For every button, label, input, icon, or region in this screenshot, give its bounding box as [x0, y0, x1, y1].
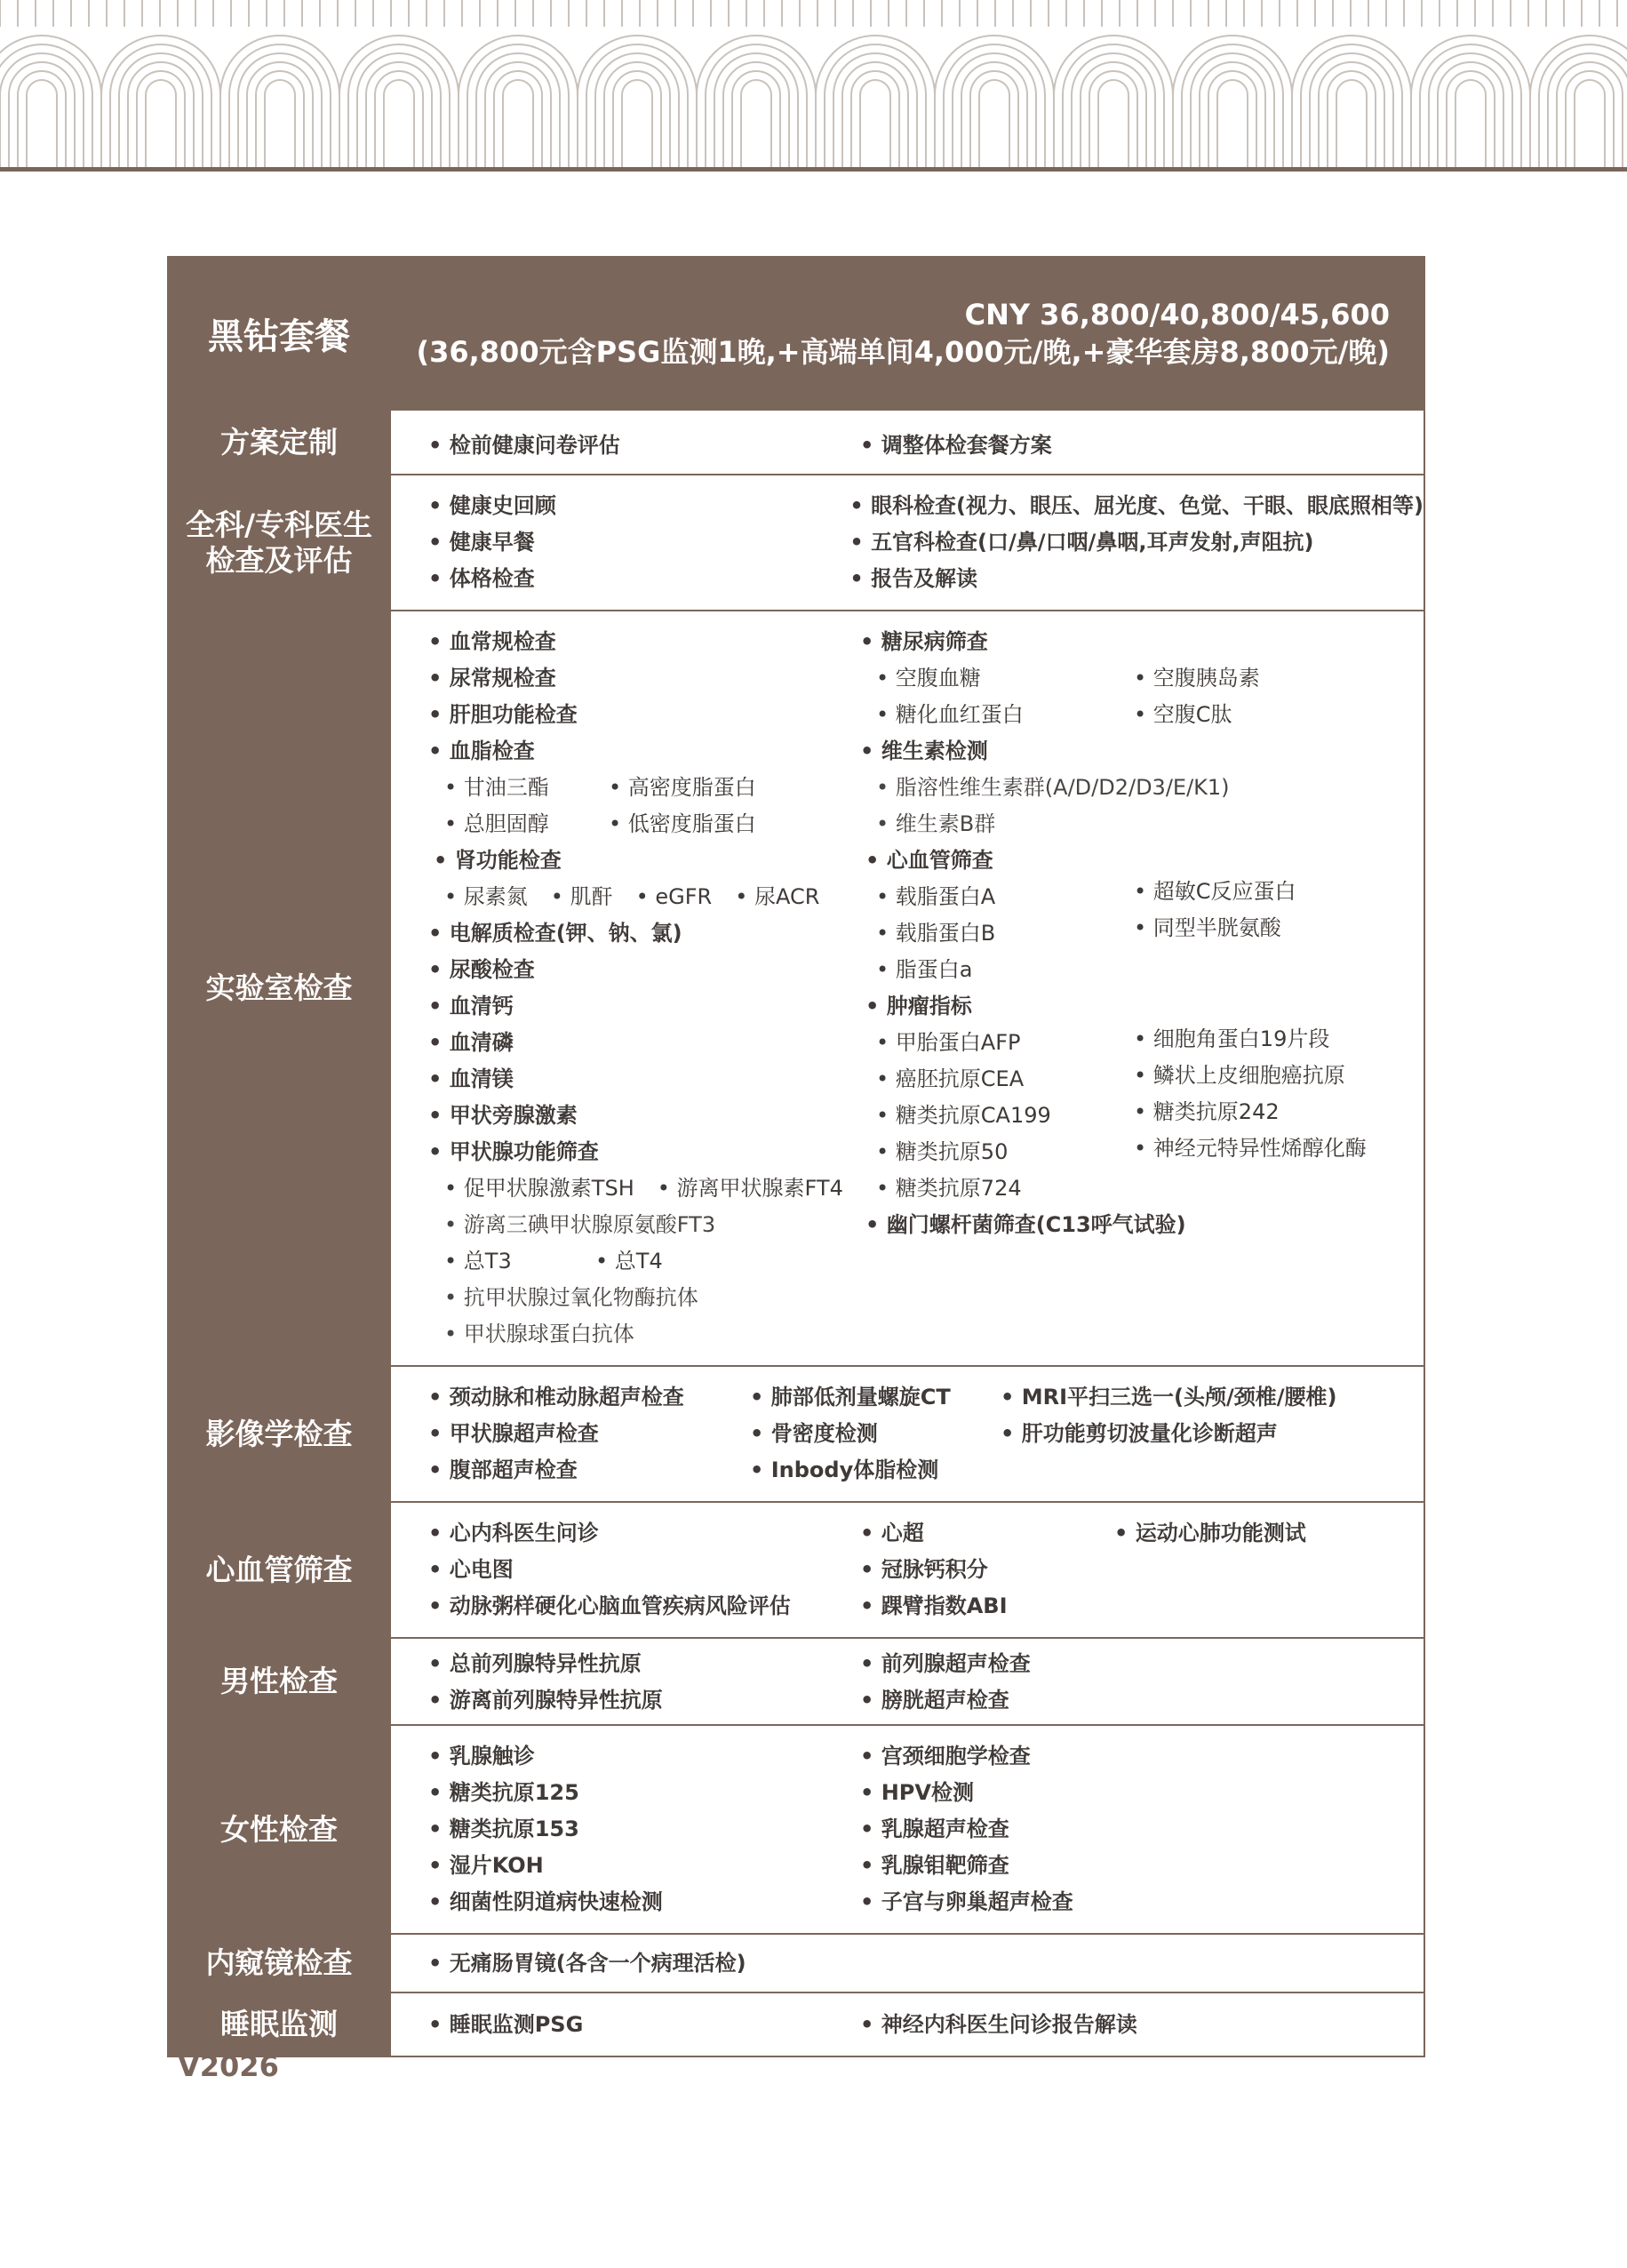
sub-item: • 甘油三酯	[444, 770, 609, 806]
imaging-col1	[428, 1379, 750, 1489]
sub-item: • 甲状腺球蛋白抗体	[428, 1316, 860, 1353]
list-item: • 维生素检测	[860, 733, 1367, 770]
list-item: • Inbody体脂检测	[750, 1452, 1001, 1489]
list-item: • 血清镁	[428, 1061, 860, 1098]
list-item: • 心血管筛查	[860, 843, 1367, 879]
sub-item: • 载脂蛋白A	[876, 879, 1134, 915]
arch-line	[1208, 71, 1256, 169]
list-item: • 糖类抗原125	[428, 1775, 860, 1811]
imaging-col3	[1001, 1379, 1336, 1489]
list-item: • 血脂检查	[428, 733, 860, 770]
list-item: • 糖类抗原153	[428, 1811, 860, 1848]
arch-line	[146, 80, 176, 169]
list-item: • 血清磷	[428, 1025, 860, 1061]
arch-line	[622, 80, 652, 169]
category-general	[168, 475, 390, 611]
arch-line	[723, 62, 789, 169]
arch-line	[1328, 71, 1376, 169]
sub-item: • 脂溶性维生素群(A/D/D2/D3/E/K1)	[860, 770, 1367, 806]
arch-line	[613, 71, 661, 169]
list-item: • 子宫与卵巢超声检查	[860, 1884, 1073, 1921]
arch-line	[1456, 80, 1486, 169]
sub-item: • 总T4	[595, 1243, 663, 1280]
list-item: • 肺部低剂量螺旋CT	[750, 1379, 1001, 1416]
arch-line	[18, 71, 66, 169]
list-item: • 无痛肠胃镜(各含一个病理活检)	[428, 1945, 1424, 1982]
arch-line	[128, 62, 194, 169]
list-item: • 乳腺触诊	[428, 1738, 860, 1775]
sub-item: • 空腹胰岛素	[1134, 660, 1260, 697]
arch-line	[979, 80, 1009, 169]
sub-item: • 肌酐	[551, 879, 613, 915]
arch-line	[375, 71, 423, 169]
header-arch-pattern	[0, 0, 1627, 169]
arch-line	[0, 36, 101, 169]
arch-line	[961, 62, 1027, 169]
list-item: • 心电图	[428, 1552, 860, 1588]
sub-item: • 癌胚抗原CEA	[876, 1061, 1134, 1098]
arch-line	[1336, 80, 1367, 169]
category-cardiovascular: 心血管筛查	[168, 1502, 390, 1638]
list-item: • MRI平扫三选一(头颅/颈椎/腰椎)	[1001, 1379, 1336, 1416]
list-item: • 睡眠监测PSG	[428, 2007, 860, 2043]
sub-item: • 低密度脂蛋白	[609, 806, 756, 843]
sleep-right-list	[860, 2007, 1137, 2043]
category-female: 女性检查	[168, 1725, 390, 1934]
row-plan	[168, 410, 1424, 475]
list-item: • 五官科检查(口/鼻/口咽/鼻咽,耳声发射,声阻抗)	[849, 524, 1424, 561]
category-plan: 方案定制	[168, 410, 390, 475]
list-item: • 体格检查	[428, 561, 849, 597]
arch-line	[1081, 62, 1146, 169]
male-left-list	[428, 1646, 860, 1719]
row-sleep	[168, 1992, 1424, 2056]
category-lab: 实验室检查	[168, 611, 390, 1366]
sub-item: • 高密度脂蛋白	[609, 770, 756, 806]
sub-item: • 总T3	[444, 1243, 595, 1280]
header-divider	[0, 167, 1627, 172]
sub-item: • 糖化血红蛋白	[876, 697, 1134, 733]
list-item: • 甲状腺超声检查	[428, 1416, 750, 1452]
list-item: • 细菌性阴道病快速检测	[428, 1884, 860, 1921]
sub-item: • 空腹血糖	[876, 660, 1134, 697]
lab-right-list	[860, 624, 1367, 1353]
arch-line	[1447, 71, 1495, 169]
list-item: • 宫颈细胞学检查	[860, 1738, 1073, 1775]
row-endoscopy	[168, 1934, 1424, 1992]
arch-line	[1566, 71, 1614, 169]
list-item: • 前列腺超声检查	[860, 1646, 1031, 1682]
general-left-list	[428, 488, 849, 597]
sub-item: • 糖类抗原50	[876, 1134, 1134, 1170]
female-left-list	[428, 1738, 860, 1921]
version-label: V2026	[178, 2049, 279, 2083]
list-item: • 肿瘤指标	[860, 988, 1367, 1025]
list-item: • 乳腺钼靶筛查	[860, 1848, 1073, 1884]
price-main: CNY 36,800/40,800/45,600	[964, 298, 1390, 331]
sub-item: • 神经元特异性烯醇化酶	[1134, 1130, 1367, 1167]
row-cardiovascular	[168, 1502, 1424, 1638]
category-male: 男性检查	[168, 1638, 390, 1725]
arch-line	[842, 62, 908, 169]
category-general-line1: 全科/专科医生	[185, 507, 373, 542]
list-item: • 肝胆功能检查	[428, 697, 860, 733]
sub-item: • eGFR	[636, 879, 713, 915]
arch-line	[1575, 80, 1605, 169]
cardio-col2	[860, 1515, 1114, 1625]
list-item: • 神经内科医生问诊报告解读	[860, 2007, 1137, 2043]
arch-line	[1438, 62, 1503, 169]
list-item: • 健康早餐	[428, 524, 849, 561]
list-item: • 乳腺超声检查	[860, 1811, 1073, 1848]
arch-line	[247, 62, 313, 169]
list-item: • 动脉粥样硬化心脑血管疾病风险评估	[428, 1588, 860, 1625]
sub-item: • 细胞角蛋白19片段	[1134, 1021, 1367, 1058]
sleep-left-list	[428, 2007, 860, 2043]
sub-item: • 游离甲状腺素FT4	[658, 1170, 843, 1207]
sub-item: • 鳞状上皮细胞癌抗原	[1134, 1058, 1367, 1094]
package-title: 黑钻套餐	[168, 257, 390, 410]
list-item: • HPV检测	[860, 1775, 1073, 1811]
price-note: (36,800元含PSG监测1晚,+高端单间4,000元/晚,+豪华套房8,800元/晚)	[416, 335, 1390, 369]
list-item: • 骨密度检测	[750, 1416, 1001, 1452]
arch-line	[494, 71, 542, 169]
package-table	[167, 256, 1425, 2057]
list-item: • 游离前列腺特异性抗原	[428, 1682, 860, 1719]
list-item: • 尿常规检查	[428, 660, 860, 697]
sub-item: • 抗甲状腺过氧化物酶抗体	[428, 1280, 860, 1316]
arch-line	[256, 71, 304, 169]
list-item: • 眼科检查(视力、眼压、屈光度、色觉、干眼、眼底照相等)	[849, 488, 1424, 524]
imaging-col2	[750, 1379, 1001, 1489]
sub-item: • 尿素氮	[444, 879, 528, 915]
cardio-col1	[428, 1515, 860, 1625]
plan-right-list	[860, 427, 1052, 464]
list-item: • 调整体检套餐方案	[860, 427, 1052, 464]
list-item: • 冠脉钙积分	[860, 1552, 1114, 1588]
arch-line	[485, 62, 551, 169]
sub-item: • 维生素B群	[860, 806, 1367, 843]
sub-item: • 促甲状腺激素TSH	[444, 1170, 634, 1207]
arch-line	[860, 80, 890, 169]
arch-line	[732, 71, 780, 169]
arch-line	[384, 80, 414, 169]
list-item: • 血常规检查	[428, 624, 860, 660]
sub-item: • 糖类抗原CA199	[876, 1098, 1134, 1134]
list-item: • 心内科医生问诊	[428, 1515, 860, 1552]
list-item: • 甲状旁腺激素	[428, 1098, 860, 1134]
arch-line	[851, 71, 899, 169]
plan-left-list	[428, 427, 860, 464]
sub-item: • 总胆固醇	[444, 806, 609, 843]
arch-line	[1557, 62, 1623, 169]
list-item: • 膀胱超声检查	[860, 1682, 1031, 1719]
list-item: • 报告及解读	[849, 561, 1424, 597]
sub-item: • 糖类抗原242	[1134, 1094, 1367, 1130]
arch-line	[27, 80, 57, 169]
sub-item: • 空腹C肽	[1134, 697, 1260, 733]
arch-line	[1089, 71, 1137, 169]
sub-item: • 糖类抗原724	[876, 1170, 1134, 1207]
list-item: • 尿酸检查	[428, 952, 860, 988]
list-item: • 湿片KOH	[428, 1848, 860, 1884]
arch-line	[1098, 80, 1129, 169]
arch-line	[741, 80, 771, 169]
arch-line	[604, 62, 670, 169]
list-item: • 颈动脉和椎动脉超声检查	[428, 1379, 750, 1416]
category-general-line2: 检查及评估	[205, 542, 353, 578]
arch-line	[503, 80, 533, 169]
category-imaging: 影像学检查	[168, 1366, 390, 1502]
male-right-list	[860, 1646, 1031, 1719]
arch-line	[366, 62, 432, 169]
sub-item: • 超敏C反应蛋白	[1134, 874, 1296, 910]
list-item: • 心超	[860, 1515, 1114, 1552]
package-price	[390, 257, 1424, 410]
sub-item: • 甲胎蛋白AFP	[876, 1025, 1134, 1061]
list-item: • 糖尿病筛查	[860, 624, 1367, 660]
list-item: • 幽门螺杆菌筛查(C13呼气试验)	[860, 1207, 1367, 1243]
row-lab	[168, 611, 1424, 1366]
category-endoscopy: 内窥镜检查	[168, 1934, 390, 1992]
arch-line	[137, 71, 185, 169]
arch-line	[110, 44, 211, 169]
list-item: • 健康史回顾	[428, 488, 849, 524]
sub-item: • 脂蛋白a	[876, 952, 1134, 988]
arch-line	[1319, 62, 1384, 169]
arch-line	[970, 71, 1018, 169]
package-header-row	[168, 257, 1424, 410]
lab-left-list	[428, 624, 860, 1353]
row-imaging	[168, 1366, 1424, 1502]
row-male	[168, 1638, 1424, 1725]
category-sleep: 睡眠监测	[168, 1992, 390, 2056]
list-item: • 总前列腺特异性抗原	[428, 1646, 860, 1682]
row-general	[168, 475, 1424, 611]
sub-item: • 载脂蛋白B	[876, 915, 1134, 952]
arch-line	[1200, 62, 1265, 169]
arch-line	[1217, 80, 1248, 169]
list-item: • 肝功能剪切波量化诊断超声	[1001, 1416, 1336, 1452]
general-right-list	[849, 488, 1424, 597]
sub-item: • 同型半胱氨酸	[1134, 910, 1296, 946]
list-item: • 踝臂指数ABI	[860, 1588, 1114, 1625]
list-item: • 检前健康问卷评估	[428, 427, 860, 464]
female-right-list	[860, 1738, 1073, 1921]
cardio-col3	[1114, 1515, 1306, 1625]
list-item: • 肾功能检查	[428, 843, 860, 879]
list-item: • 电解质检查(钾、钠、氯)	[428, 915, 860, 952]
list-item: • 运动心肺功能测试	[1114, 1515, 1306, 1552]
list-item: • 腹部超声检查	[428, 1452, 750, 1489]
row-female	[168, 1725, 1424, 1934]
sub-item: • 尿ACR	[735, 879, 819, 915]
list-item: • 血清钙	[428, 988, 860, 1025]
arch-line	[9, 62, 75, 169]
list-item: • 甲状腺功能筛查	[428, 1134, 860, 1170]
sub-item: • 游离三碘甲状腺原氨酸FT3	[428, 1207, 860, 1243]
arch-line	[265, 80, 295, 169]
